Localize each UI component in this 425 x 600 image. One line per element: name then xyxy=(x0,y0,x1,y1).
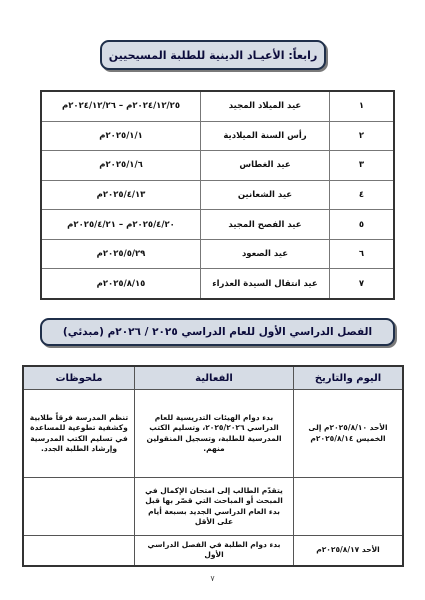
section-title xyxy=(100,40,326,70)
row-date xyxy=(294,478,404,536)
holiday-date: ٢٠٢٥/٥/٢٩م xyxy=(41,239,201,269)
holiday-name: عيد الشعانين xyxy=(201,180,330,210)
semester-title xyxy=(40,318,395,346)
holidays-table xyxy=(40,90,395,300)
row-date: الأحد ٢٠٢٥/٨/١٧م xyxy=(294,536,404,566)
table-row xyxy=(41,91,394,121)
section-title-text: رابعاً: الأعيـاد الدينية للطلبة المسيحيين xyxy=(108,48,318,62)
holiday-name: عيد الغطاس xyxy=(201,151,330,181)
holiday-number: ٣ xyxy=(330,151,395,181)
holiday-name: رأس السنة الميلادية xyxy=(201,121,330,151)
holiday-date: ٢٠٢٤/١٢/٢٥م – ٢٠٢٤/١٢/٢٦م xyxy=(41,91,201,121)
header-date: اليوم والتاريخ xyxy=(294,366,404,390)
row-notes xyxy=(23,478,135,536)
row-date: الأحد ٢٠٢٥/٨/١٠م إلى الخميس ٢٠٢٥/٨/١٤م xyxy=(294,390,404,478)
header-notes: ملحوظات xyxy=(23,366,135,390)
row-notes: تنظم المدرسة فرقاً طلابية وكشفية تطوعية للمساعدة في تسليم الكتب المدرسية وإرشاد الطلبة الجدد. xyxy=(23,390,135,478)
holiday-number: ٤ xyxy=(330,180,395,210)
table-row xyxy=(23,478,403,536)
holiday-date: ٢٠٢٥/٤/١٣م xyxy=(41,180,201,210)
row-activity: بدء دوام الهيئات التدريسية للعام الدراسي ٢٠٢٥/٢٠٢٦، وتسليم الكتب المدرسية للطلبة، وتسجيل المنقولين منهم. xyxy=(135,390,294,478)
holiday-number: ٧ xyxy=(330,269,395,299)
table-row xyxy=(23,390,403,478)
holiday-number: ٦ xyxy=(330,239,395,269)
page-number: ٧ xyxy=(210,574,215,583)
semester-title-text: الفصل الدراسي الأول للعام الدراسي ٢٠٢٥ / ٢٠٢٦م (مبدئي) xyxy=(62,326,373,338)
table-row xyxy=(41,180,394,210)
holiday-number: ٢ xyxy=(330,121,395,151)
table-row xyxy=(41,210,394,240)
table-row xyxy=(41,151,394,181)
holiday-date: ٢٠٢٥/٨/١٥م xyxy=(41,269,201,299)
row-activity: يتقدّم الطالب إلى امتحان الإكمال في المبحث أو المباحث التي قصّر بها قبل بدء العام الدراسي الجديد بسبعة أيام على الأقل xyxy=(135,478,294,536)
holiday-name: عيد الميلاد المجيد xyxy=(201,91,330,121)
row-notes xyxy=(23,536,135,566)
holiday-name: عيد انتقال السيدة العذراء xyxy=(201,269,330,299)
table-row xyxy=(23,536,403,566)
holiday-date: ٢٠٢٥/٤/٢٠م – ٢٠٢٥/٤/٢١م xyxy=(41,210,201,240)
header-activity: الفعالية xyxy=(135,366,294,390)
table-row xyxy=(41,269,394,299)
table-header-row xyxy=(23,366,403,390)
table-row xyxy=(41,121,394,151)
holiday-date: ٢٠٢٥/١/١م xyxy=(41,121,201,151)
table-row xyxy=(41,239,394,269)
holiday-number: ٥ xyxy=(330,210,395,240)
holiday-name: عيد الصعود xyxy=(201,239,330,269)
holiday-number: ١ xyxy=(330,91,395,121)
row-activity: بدء دوام الطلبة في الفصل الدراسي الأول xyxy=(135,536,294,566)
holiday-date: ٢٠٢٥/١/٦م xyxy=(41,151,201,181)
semester-table xyxy=(22,365,404,567)
holiday-name: عيد الفصح المجيد xyxy=(201,210,330,240)
